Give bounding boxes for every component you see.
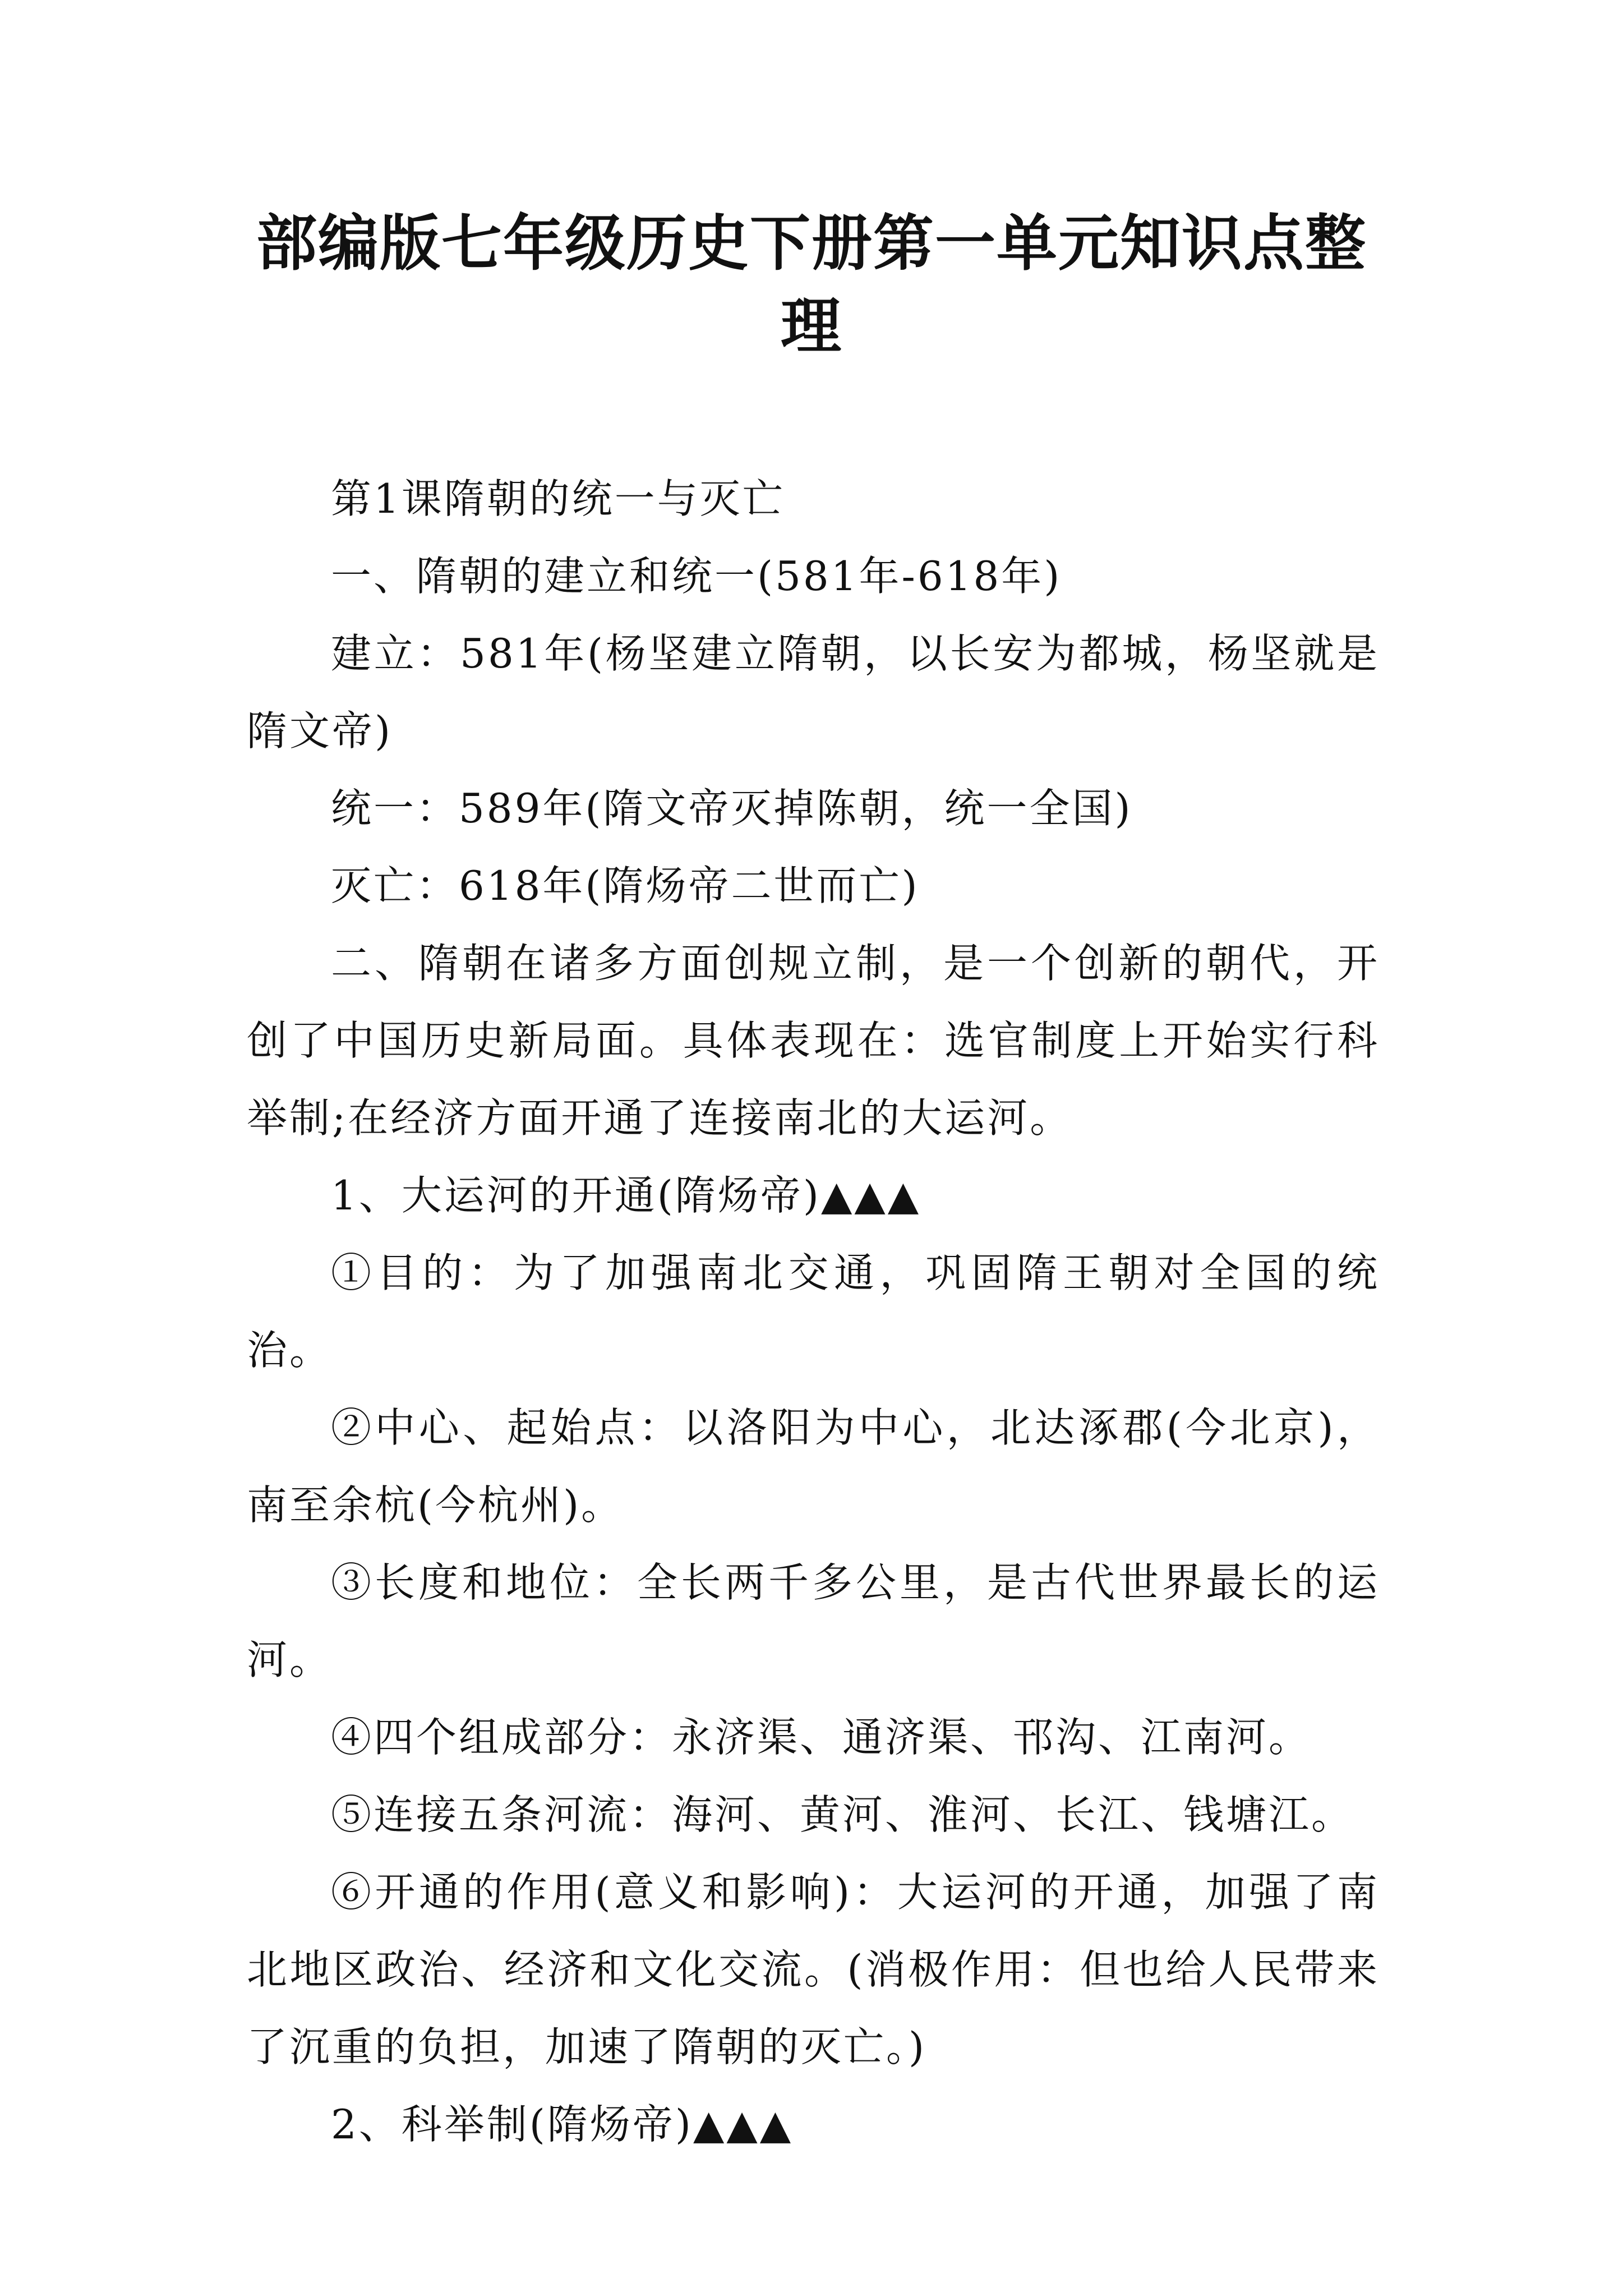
list-item-length: ③长度和地位：全长两千多公里，是古代世界最长的运河。 <box>247 1559 1380 1683</box>
list-item-rivers: ⑤连接五条河流：海河、黄河、淮河、长江、钱塘江。 <box>331 1791 1354 1838</box>
list-item-center: ②中心、起始点：以洛阳为中心，北达涿郡(今北京)，南至余杭(今杭州)。 <box>247 1404 1380 1529</box>
subheading-grand-canal: 1、大运河的开通(隋炀帝)▲▲▲ <box>331 1172 921 1219</box>
lesson-heading: 第1课隋朝的统一与灭亡 <box>331 475 785 522</box>
paragraph-fall: 灭亡：618年(隋炀帝二世而亡) <box>331 862 920 909</box>
document-title: 部编版七年级历史下册第一单元知识点整理 <box>256 208 1367 362</box>
paragraph-establishment: 建立：581年(杨坚建立隋朝，以长安为都城，杨坚就是隋文帝) <box>247 630 1380 754</box>
document-body <box>247 460 1380 2163</box>
subheading-imperial-exam: 2、科举制(隋炀帝)▲▲▲ <box>331 2101 794 2148</box>
list-item-components: ④四个组成部分：永济渠、通济渠、邗沟、江南河。 <box>331 1714 1312 1761</box>
paragraph-unification: 统一：589年(隋文帝灭掉陈朝，统一全国) <box>331 785 1133 832</box>
list-item-purpose: ①目的：为了加强南北交通，巩固隋王朝对全国的统治。 <box>247 1249 1380 1374</box>
section-heading-1: 一、隋朝的建立和统一(581年-618年) <box>331 553 1062 600</box>
section-heading-2: 二、隋朝在诸多方面创规立制，是一个创新的朝代，开创了中国历史新局面。具体表现在：选官制度上开始实行科举制;在经济方面开通了连接南北的大运河。 <box>247 940 1380 1142</box>
list-item-significance: ⑥开通的作用(意义和影响)：大运河的开通，加强了南北地区政治、经济和文化交流。(消极作用：但也给人民带来了沉重的负担，加速了隋朝的灭亡。) <box>247 1869 1380 2070</box>
